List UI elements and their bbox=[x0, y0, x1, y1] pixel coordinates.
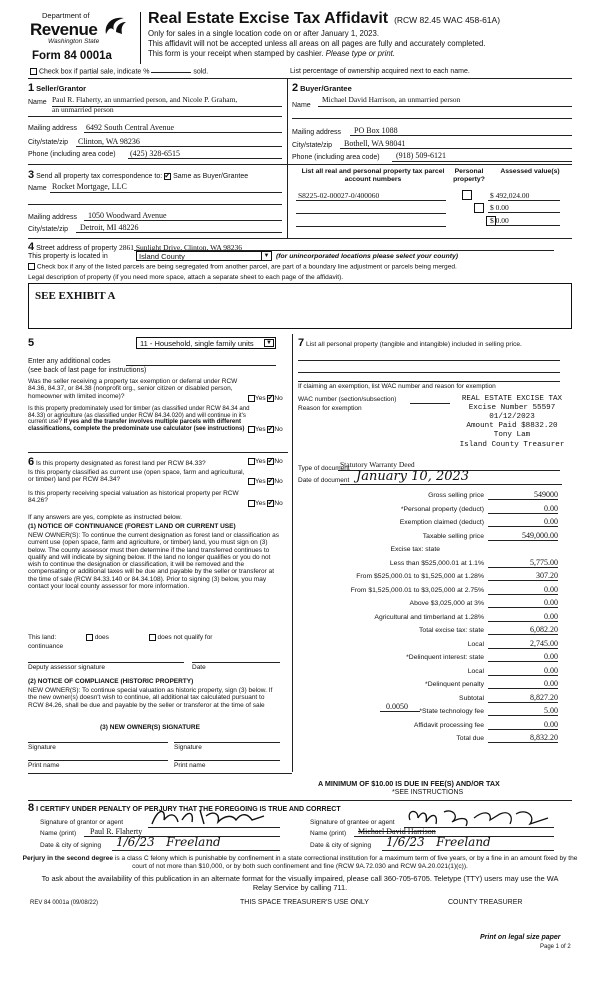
stamp-line6: Island County Treasurer bbox=[459, 440, 565, 449]
header-line3-a: This form is your receipt when stamped by cashier. bbox=[148, 49, 326, 58]
perjury-notice bbox=[20, 855, 580, 870]
tax-row-line bbox=[488, 513, 558, 514]
county-treasurer-label: COUNTY TREASURER bbox=[448, 899, 523, 906]
grantee-date[interactable]: 1/6/23 Freeland bbox=[386, 835, 491, 849]
seller-phone-label: Phone (including area code) bbox=[28, 151, 116, 158]
segregated-label: Check box if any of the listed parcels are being segregated from another parcel, are part of a boundary line adjustment or parcels being merged. bbox=[36, 263, 457, 271]
stamp-line2: Excise Number 55597 bbox=[468, 404, 556, 413]
grantee-sig-label: Signature of grantee or agent bbox=[310, 819, 395, 826]
tax-row-line bbox=[488, 594, 558, 595]
notice2-body: NEW OWNER(S): To continue special valuation as historic property, sign (3) below. If the new owner(s) doesn't wish to continue, all additional tax calculated pursuant to RCW 84.26, shall be due and payable by the seller or transferor at the time of sale bbox=[28, 687, 273, 709]
tax-row-line bbox=[488, 621, 558, 622]
tax-row-label: Taxable selling price bbox=[422, 532, 484, 540]
partial-sale-label-b: sold. bbox=[193, 68, 209, 76]
tax-row-value[interactable]: 0.00 bbox=[544, 652, 558, 661]
tax-row-value[interactable]: 5.00 bbox=[544, 706, 558, 715]
owner-sig-label-2: Signature bbox=[174, 744, 202, 751]
wac-label: WAC number (section/subsection) bbox=[298, 396, 397, 403]
seller-name-label: Name bbox=[28, 99, 47, 106]
historic-yes-label: Yes bbox=[255, 500, 266, 508]
buyer-city[interactable]: Bothell, WA 98041 bbox=[344, 139, 406, 148]
q2-no-checkbox[interactable] bbox=[267, 426, 274, 433]
forest-no-label: No bbox=[274, 458, 283, 466]
title-text: Real Estate Excise Tax Affidavit bbox=[148, 10, 389, 27]
page-number: Page 1 of 2 bbox=[540, 944, 571, 950]
tax-row-value[interactable]: 307.20 bbox=[536, 571, 558, 580]
tax-row-line bbox=[488, 702, 558, 703]
notice3-heading: (3) NEW OWNER(S) SIGNATURE bbox=[100, 724, 200, 731]
section5-q2-b: If yes and the transfer involves multiple parcels with different classifications, complete the predominate use calculator (see instructions) bbox=[28, 418, 245, 433]
parcels-col2: Personal property? bbox=[453, 168, 485, 183]
local-rate[interactable]: 0.0050 bbox=[386, 702, 408, 711]
section5-q2 bbox=[28, 406, 250, 433]
form-number: Form 84 0001a bbox=[32, 50, 112, 62]
dept-line2: Revenue bbox=[30, 20, 98, 39]
does-not-label: does not qualify for bbox=[157, 634, 213, 642]
tax-row-line bbox=[488, 715, 558, 716]
tax-row-line bbox=[488, 540, 558, 541]
tax-row-value[interactable]: 0.00 bbox=[544, 598, 558, 607]
grantor-signature[interactable] bbox=[148, 806, 268, 832]
tax-row-label: From $1,525,000.01 to $3,025,000 at 2.75% bbox=[350, 586, 484, 594]
tax-row-line bbox=[488, 675, 558, 676]
partial-sale-percent-field[interactable] bbox=[151, 72, 191, 73]
certify-line: 8 I CERTIFY UNDER PENALTY OF PERJURY THAT THE FOREGOING IS TRUE AND CORRECT bbox=[28, 802, 341, 814]
tax-row-label: *Personal property (deduct) bbox=[400, 505, 484, 513]
tax-row-label: Exemption claimed (deduct) bbox=[399, 519, 484, 526]
q2-yes-checkbox[interactable] bbox=[248, 426, 255, 433]
certify-text: I CERTIFY UNDER PENALTY OF PERJURY THAT THE FOREGOING IS TRUE AND CORRECT bbox=[36, 806, 341, 813]
stamp-line1: REAL ESTATE EXCISE TAX bbox=[461, 395, 563, 403]
tax-row-value[interactable]: 5,775.00 bbox=[530, 557, 558, 567]
seller-heading: 1 Seller/Grantor bbox=[28, 82, 87, 94]
partial-sale-checkbox[interactable] bbox=[30, 68, 37, 75]
q1-no-checkbox[interactable] bbox=[267, 395, 274, 402]
notice1-heading: (1) NOTICE OF CONTINUANCE (FOREST LAND OR CURRENT USE) bbox=[28, 523, 236, 530]
section5-q2-a: Is this property predominately used for timber (as classified under RCW 84.34 and 84.33) or agriculture (as classified under RCW 84.34.020) and will continue in it's current use? bbox=[28, 405, 250, 426]
tax-row-label: Gross selling price bbox=[428, 492, 484, 499]
legal-description: SEE EXHIBIT A bbox=[35, 290, 116, 302]
doc-type[interactable]: Statutory Warranty Deed bbox=[340, 460, 415, 469]
dor-swoosh-icon bbox=[102, 14, 128, 38]
section3-name[interactable]: Rocket Mortgage, LLC bbox=[52, 182, 127, 191]
tax-row-line bbox=[488, 742, 558, 743]
historic-no-checkbox[interactable] bbox=[267, 500, 274, 507]
back-note: (see back of last page for instructions) bbox=[28, 367, 147, 374]
tax-row-value[interactable]: 8,832.20 bbox=[530, 733, 558, 742]
doc-type-label: Type of document bbox=[298, 465, 350, 472]
seller-mailing[interactable]: 6492 South Central Avenue bbox=[86, 123, 175, 132]
tax-row-value[interactable]: 0.00 bbox=[544, 503, 558, 513]
same-as-buyer-checkbox[interactable] bbox=[164, 173, 171, 180]
section3-city[interactable]: Detroit, MI 48226 bbox=[80, 223, 139, 232]
grantor-date-label: Date & city of signing bbox=[40, 842, 102, 849]
chevron-down-icon: ▼ bbox=[261, 252, 271, 260]
q1-yes-checkbox[interactable] bbox=[248, 395, 255, 402]
see-instructions: *SEE INSTRUCTIONS bbox=[392, 789, 464, 796]
current-use-yes-checkbox[interactable] bbox=[248, 478, 255, 485]
exemption-label: If claiming an exemption, list WAC number and reason for exemption bbox=[298, 383, 496, 390]
tax-row-value[interactable]: 0.00 bbox=[544, 517, 558, 526]
deputy-date-label: Date bbox=[192, 664, 206, 671]
q2-no-label: No bbox=[274, 426, 283, 434]
tax-row-label: Total excise tax: state bbox=[419, 627, 484, 634]
buyer-phone-label: Phone (including area code) bbox=[292, 154, 380, 161]
parcels-col1: List all real and personal property tax parcel account numbers bbox=[301, 168, 445, 183]
buyer-mailing[interactable]: PO Box 1088 bbox=[354, 126, 398, 135]
seller-mailing-label: Mailing address bbox=[28, 125, 78, 132]
form-revision: REV 84 0001a (09/08/22) bbox=[30, 900, 99, 906]
perjury-notice-b: is a class C felony which is punishable by confinement in a state correctional institution for a maximum term of five years, or by a fine in an amount fixed by the court of not more than $10,000, or by both such confinement and fine (RCW 9A.72.030 and RCW 9A.20.021(1)(c)). bbox=[113, 855, 578, 870]
section6-q1-answers bbox=[248, 458, 283, 466]
parcels-col3: Assessed value(s) bbox=[500, 168, 560, 175]
dor-logo bbox=[30, 12, 130, 64]
chevron-down-icon: ▼ bbox=[264, 339, 274, 347]
partial-sale bbox=[30, 68, 208, 76]
street-value[interactable]: 2861 Sunlight Drive, Clinton, WA 98236 bbox=[118, 243, 242, 252]
tax-row-value[interactable]: 0.00 bbox=[544, 584, 558, 594]
seller-city-label: City/state/zip bbox=[28, 139, 69, 146]
parcel-row1-value[interactable]: $ 492,024.00 bbox=[490, 191, 530, 200]
segregated-checkbox[interactable] bbox=[28, 263, 35, 270]
segregated-row bbox=[28, 263, 457, 271]
grantee-name-text: Michael David Harrison bbox=[358, 827, 436, 836]
tax-row-value[interactable]: 0.00 bbox=[544, 611, 558, 621]
alternate-format-notice: To ask about the availability of this publication in an alternate format for the visually impaired, please call 360-705-6705. Teletype (TTY) users may use the WA Relay Service by calling 711. bbox=[41, 874, 559, 892]
located-note: (for unincorporated locations please select your county) bbox=[276, 253, 459, 260]
header-line1: Only for sales in a single location code on or after January 1, 2023. bbox=[148, 29, 380, 38]
grantee-name-label: Name (print) bbox=[310, 830, 347, 837]
tax-row-value[interactable]: 549000 bbox=[534, 490, 558, 499]
tax-row-label: Local bbox=[467, 667, 484, 675]
legal-description-box[interactable] bbox=[28, 283, 572, 329]
additional-codes-label: Enter any additional codes bbox=[28, 358, 111, 365]
treasurer-use-label: THIS SPACE TREASURER'S USE ONLY bbox=[240, 899, 369, 906]
use-code-select[interactable] bbox=[136, 337, 276, 349]
grantor-sig-label: Signature of grantor or agent bbox=[40, 819, 124, 826]
parcel-row2-value[interactable]: $ 0.00 bbox=[490, 203, 509, 212]
tax-row-value[interactable]: 0.00 bbox=[544, 665, 558, 675]
doc-date-label: Date of document bbox=[298, 477, 350, 484]
tax-row-value[interactable]: 2,745.00 bbox=[530, 638, 558, 648]
section6-q1-text: Is this property designated as forest land per RCW 84.33? bbox=[35, 460, 206, 467]
header-line2: This affidavit will not be accepted unless all areas on all pages are fully and accurately completed. bbox=[148, 39, 486, 48]
section3-mailing-label: Mailing address bbox=[28, 214, 78, 221]
tax-row-line bbox=[488, 567, 558, 568]
owner-print-label-1: Print name bbox=[28, 762, 60, 769]
section6-q3: Is this property receiving special valuation as historical property per RCW 84.26? bbox=[28, 490, 239, 505]
section3-name-label: Name bbox=[28, 185, 47, 192]
grantor-name-label: Name (print) bbox=[40, 830, 77, 837]
doc-date[interactable]: January 10, 2023 bbox=[356, 469, 470, 484]
stamp-line4: Amount Paid $8832.20 bbox=[466, 422, 558, 431]
tax-row-label: Above $3,025,000 at 3% bbox=[409, 600, 484, 607]
ownership-note: List percentage of ownership acquired next to each name. bbox=[290, 68, 470, 75]
section6-q2-answers bbox=[248, 478, 283, 486]
tax-row-value[interactable]: 6,082.20 bbox=[530, 625, 558, 634]
use-code-value: 11 - Household, single family units bbox=[140, 339, 254, 348]
tax-row-label: Excise tax: state bbox=[390, 546, 440, 553]
tax-row-line bbox=[488, 634, 558, 635]
does-label: does bbox=[94, 634, 109, 642]
street-label: Street address of property bbox=[36, 245, 118, 252]
historic-yes-checkbox[interactable] bbox=[248, 500, 255, 507]
tax-row-label: Agricultural and timberland at 1.28% bbox=[374, 613, 484, 621]
dept-line1: Department of bbox=[42, 11, 90, 20]
section3-city-label: City/state/zip bbox=[28, 226, 69, 233]
seller-name-line2[interactable]: an unmarried person bbox=[52, 105, 114, 114]
forest-no-checkbox[interactable] bbox=[267, 458, 274, 465]
section5-q1: Was the seller receiving a property tax exemption or deferral under RCW 84.36, 84.37, or 84.38 (nonprofit org., senior citizen or disabled person, homeowner with limited income)? bbox=[28, 378, 238, 400]
if-yes-note: If any answers are yes, complete as instructed below. bbox=[28, 514, 182, 521]
current-use-no-checkbox[interactable] bbox=[267, 478, 274, 485]
buyer-phone[interactable]: (918) 509-6121 bbox=[396, 151, 446, 160]
owner-print-label-2: Print name bbox=[174, 762, 206, 769]
stamp-line5: Tony Lam bbox=[493, 431, 531, 440]
form-title bbox=[148, 10, 500, 28]
section3-mailing[interactable]: 1050 Woodward Avenue bbox=[88, 211, 167, 220]
grantor-name[interactable]: Paul R. Flaherty bbox=[90, 827, 143, 836]
tax-row-line bbox=[488, 661, 558, 662]
owner-sig-label-1: Signature bbox=[28, 744, 56, 751]
seller-name-line1[interactable]: Paul R. Flaherty, an unmarried person, and Nicole P. Graham, bbox=[52, 95, 238, 104]
header-line3 bbox=[148, 50, 395, 59]
tax-row-line bbox=[488, 526, 558, 527]
does-checkbox[interactable] bbox=[86, 634, 93, 641]
forest-yes-label: Yes bbox=[255, 458, 266, 466]
buyer-heading-text: Buyer/Grantee bbox=[300, 84, 352, 93]
historic-no-label: No bbox=[274, 500, 283, 508]
minimum-note: A MINIMUM OF $10.00 IS DUE IN FEE(S) AND/OR TAX bbox=[318, 779, 500, 788]
tax-row-line bbox=[488, 729, 558, 730]
reason-label: Reason for exemption bbox=[298, 405, 362, 412]
tax-row-line bbox=[488, 580, 558, 581]
grantor-date[interactable]: 1/6/23 Freeland bbox=[116, 835, 221, 849]
section3-heading: 3 Send all property tax correspondence to: ✓ Same as Buyer/Grantee bbox=[28, 169, 248, 182]
title-citation: (RCW 82.45 WAC 458-61A) bbox=[394, 15, 501, 25]
stamp-line3: 01/12/2023 bbox=[489, 413, 535, 422]
notice1-body: NEW OWNER(S): To continue the current designation as forest land or classification as current use (open space, farm and agriculture, or timber) land, you must sign on (3) below. The county assessor must then determine if the land transferred continues to qualify and will indicate by signing below. If the land no longer qualifies or you do not wish to continue the designation or classification, it will be removed and the compensating or additional taxes will be due and payable by the seller or transferor at the time of sale (RCW 84.33.140 or 84.34.108). Prior to signing (3) below, you may contact your local county assessor for more information. bbox=[28, 532, 279, 590]
tax-row-label: Subtotal bbox=[459, 694, 484, 702]
grantor-signature-scrawl bbox=[148, 806, 268, 828]
seller-city[interactable]: Clinton, WA 98236 bbox=[78, 137, 140, 146]
tax-row-value[interactable]: 549,000.00 bbox=[522, 530, 558, 540]
tax-row-line bbox=[488, 607, 558, 608]
buyer-heading: 2 Buyer/Grantee bbox=[292, 82, 352, 94]
this-land-row bbox=[28, 634, 212, 642]
section6-q3-answers bbox=[248, 500, 283, 508]
legal-label: Legal description of property (if you need more space, attach a separate sheet to each page of the affidavit). bbox=[28, 274, 344, 281]
section6-q2: Is this property classified as current use (open space, farm and agricultural, or timber) land per RCW 84.34? bbox=[28, 469, 245, 484]
legal-paper-note: Print on legal size paper bbox=[480, 934, 561, 941]
county-select[interactable] bbox=[136, 251, 272, 261]
tax-row-label: Local bbox=[467, 640, 484, 648]
partial-sale-label-a: Check box if partial sale, indicate % bbox=[38, 68, 150, 76]
tax-row-label: Total due bbox=[456, 735, 484, 742]
seller-phone[interactable]: (425) 328-6515 bbox=[130, 149, 180, 158]
section7-heading: 7 List all personal property (tangible and intangible) included in selling price. bbox=[298, 337, 522, 349]
tax-row-value[interactable]: 0.00 bbox=[544, 719, 558, 729]
tax-row-label: *Delinquent penalty bbox=[425, 681, 484, 688]
deputy-sig-label: Deputy assessor signature bbox=[28, 664, 105, 671]
forest-yes-checkbox[interactable] bbox=[248, 458, 255, 465]
section3-heading-b: Same as Buyer/Grantee bbox=[173, 173, 249, 180]
notice2-heading: (2) NOTICE OF COMPLIANCE (HISTORIC PROPERTY) bbox=[28, 678, 194, 685]
does-not-checkbox[interactable] bbox=[149, 634, 156, 641]
buyer-name-label: Name bbox=[292, 102, 311, 109]
section3-heading-a: Send all property tax correspondence to: bbox=[36, 173, 163, 180]
tax-row-line bbox=[488, 688, 558, 689]
grantee-date-label: Date & city of signing bbox=[310, 842, 372, 849]
buyer-mailing-label: Mailing address bbox=[292, 129, 342, 136]
perjury-notice-a: Perjury in the second degree bbox=[22, 855, 114, 862]
buyer-name[interactable]: Michael David Harrison, an unmarried person bbox=[322, 95, 461, 104]
tax-row-label: Less than $525,000.01 at 1.1% bbox=[389, 559, 484, 567]
tax-row-label: From $525,000.01 to $1,525,000 at 1.28% bbox=[356, 573, 484, 580]
continuance-label: continuance bbox=[28, 643, 64, 650]
parcel-row3-value[interactable]: $ 0.00 bbox=[490, 216, 509, 225]
tax-row-line bbox=[488, 499, 558, 500]
tax-row-value[interactable]: 0.00 bbox=[544, 679, 558, 688]
current-use-no-label: No bbox=[274, 478, 283, 486]
parcel-row1-personal-checkbox[interactable] bbox=[462, 190, 472, 200]
parcel-row1-number[interactable]: S8225-02-00027-0/400060 bbox=[298, 191, 380, 200]
q2-yes-label: Yes bbox=[255, 426, 266, 434]
parcel-row2-personal-checkbox[interactable] bbox=[474, 203, 484, 213]
buyer-city-label: City/state/zip bbox=[292, 142, 333, 149]
tax-row-line bbox=[488, 648, 558, 649]
current-use-yes-label: Yes bbox=[255, 478, 266, 486]
q1-no-label: No bbox=[274, 395, 283, 403]
seller-heading-text: Seller/Grantor bbox=[36, 84, 87, 93]
tax-row-value[interactable]: 8,827.20 bbox=[530, 692, 558, 702]
dept-line3: Washington State bbox=[48, 38, 100, 45]
section6-q1: 6 Is this property designated as forest land per RCW 84.33? bbox=[28, 456, 206, 468]
header-line3-b: Please type or print. bbox=[325, 49, 396, 58]
tax-row-label: *Delinquent interest: state bbox=[406, 654, 484, 661]
tax-row-label: *State technology fee bbox=[419, 708, 484, 715]
treasurer-stamp bbox=[452, 395, 572, 450]
section5-q1-answers bbox=[248, 395, 283, 403]
section5-number: 5 bbox=[28, 337, 35, 349]
this-land-label: This land: bbox=[28, 634, 57, 642]
section7-heading-text: List all personal property (tangible and intangible) included in selling price. bbox=[305, 341, 522, 348]
q1-yes-label: Yes bbox=[255, 395, 266, 403]
section5-q2-answers bbox=[248, 426, 283, 434]
county-select-value: Island County bbox=[139, 252, 185, 261]
tax-row-label: Affidavit processing fee bbox=[413, 721, 484, 729]
section4-street: 4 Street address of property 2861 Sunlight Drive, Clinton, WA 98236 bbox=[28, 241, 242, 253]
located-label: This property is located in bbox=[28, 253, 108, 260]
